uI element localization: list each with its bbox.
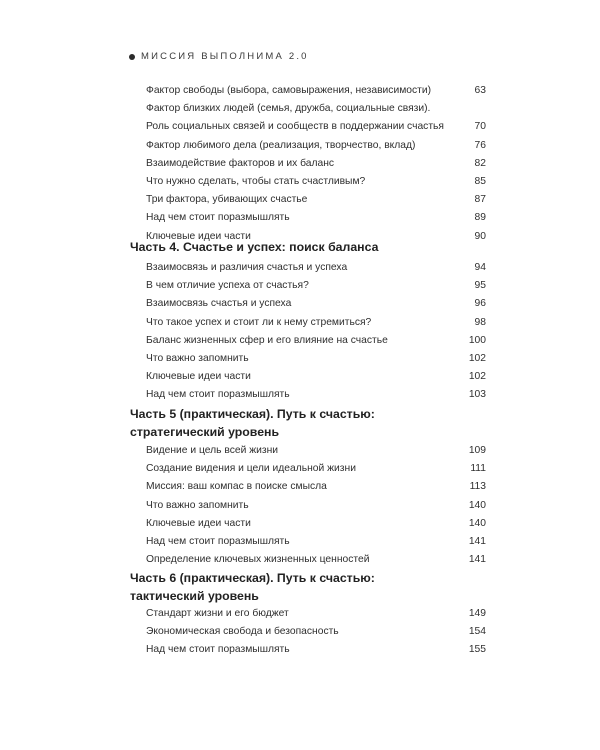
toc-entry-title: В чем отличие успеха от счастья? bbox=[146, 280, 309, 292]
toc-entry-title: Взаимосвязь счастья и успеха bbox=[146, 298, 292, 310]
toc-entry-title: Что такое успех и стоит ли к нему стремиться? bbox=[146, 316, 372, 328]
toc-entry bbox=[146, 260, 486, 276]
toc-entry-title: Фактор близких людей (семья, дружба, социальные связи). bbox=[146, 103, 431, 115]
toc-entry-page: 140 bbox=[468, 499, 486, 511]
toc-entry-page: 76 bbox=[474, 139, 486, 151]
part-title: Часть 5 (практическая). Путь к счастью: bbox=[130, 407, 375, 421]
toc-entry-page: 103 bbox=[468, 389, 486, 401]
toc-entry bbox=[146, 119, 486, 135]
toc-entry-page: 63 bbox=[474, 85, 486, 96]
toc-entry bbox=[146, 83, 486, 99]
toc-entry bbox=[146, 534, 486, 550]
toc-entry-page: 70 bbox=[474, 121, 486, 133]
toc-entry-page: 89 bbox=[474, 212, 486, 224]
toc-entry-title: Над чем стоит поразмышлять bbox=[146, 644, 290, 656]
toc-entry bbox=[146, 606, 486, 622]
toc-entry bbox=[146, 479, 486, 495]
part-title: Часть 6 (практическая). Путь к счастью: bbox=[130, 571, 375, 585]
toc-entry bbox=[146, 210, 486, 226]
toc-entry-page: 154 bbox=[468, 626, 486, 638]
toc-entry-title: Что нужно сделать, чтобы стать счастливым? bbox=[146, 176, 366, 187]
toc-entry-title: Ключевые идеи части bbox=[146, 517, 251, 529]
toc-entry bbox=[146, 296, 486, 312]
running-title: МИССИЯ ВЫПОЛНИМА 2.0 bbox=[141, 51, 309, 62]
toc-entry bbox=[146, 156, 486, 172]
toc-entry-page: 113 bbox=[469, 481, 486, 493]
toc-entry-page: 140 bbox=[468, 517, 486, 529]
toc-entry-title: Экономическая свобода и безопасность bbox=[146, 626, 339, 638]
toc-entry bbox=[146, 516, 486, 532]
toc-entry bbox=[146, 443, 486, 459]
toc-entry bbox=[146, 461, 486, 477]
toc-entry-title: Ключевые идеи части bbox=[146, 371, 251, 383]
toc-entry bbox=[146, 315, 486, 331]
toc-entry-page: 111 bbox=[470, 463, 486, 475]
toc-entry bbox=[146, 624, 486, 640]
toc-entry-page: 85 bbox=[474, 176, 486, 187]
toc-entry-page: 82 bbox=[474, 157, 486, 169]
toc-entry bbox=[146, 192, 486, 208]
toc-entry bbox=[146, 552, 486, 568]
toc-entry-title: Взаимосвязь и различия счастья и успеха bbox=[146, 262, 348, 273]
toc-entry-page: 100 bbox=[468, 334, 486, 346]
toc-entry-title: Миссия: ваш компас в поиске смысла bbox=[146, 481, 327, 493]
toc-entry-title: Три фактора, убивающих счастье bbox=[146, 194, 308, 206]
part-title: стратегический уровень bbox=[130, 425, 280, 439]
toc-entry bbox=[146, 333, 486, 349]
toc-entry-page: 98 bbox=[474, 316, 486, 328]
toc-entry-title: Над чем стоит поразмышлять bbox=[146, 536, 290, 547]
toc-entry-title: Над чем стоит поразмышлять bbox=[146, 389, 290, 401]
toc-entry-page: 149 bbox=[468, 608, 486, 619]
toc-entry bbox=[146, 351, 486, 367]
toc-entry-page: 95 bbox=[474, 280, 486, 292]
toc-entry-page: 155 bbox=[468, 644, 486, 656]
part-title: Часть 4. Счастье и успех: поиск баланса bbox=[130, 240, 379, 254]
toc-entry-page: 141 bbox=[468, 536, 486, 547]
toc-entry-title: Баланс жизненных сфер и его влияние на счастье bbox=[146, 334, 388, 346]
toc-entry-page: 94 bbox=[474, 262, 486, 273]
toc-entry-title: Над чем стоит поразмышлять bbox=[146, 212, 290, 224]
toc-entry-page: 87 bbox=[474, 194, 486, 206]
toc-entry-title: Взаимодействие факторов и их баланс bbox=[146, 157, 335, 169]
toc-entry-page: 102 bbox=[468, 353, 486, 364]
toc-entry bbox=[146, 101, 486, 117]
toc-entry-title: Ключевые идеи части bbox=[146, 230, 251, 242]
toc-entry-title: Создание видения и цели идеальной жизни bbox=[146, 463, 356, 475]
toc-entry-page: 141 bbox=[468, 554, 486, 566]
toc-entry-page: 102 bbox=[468, 371, 486, 383]
toc-entry-title: Что важно запомнить bbox=[146, 499, 249, 511]
toc-entry-title: Определение ключевых жизненных ценностей bbox=[146, 554, 370, 566]
toc-entry bbox=[146, 642, 486, 658]
toc-entry bbox=[146, 174, 486, 190]
part-title: тактический уровень bbox=[130, 589, 259, 603]
toc-entry-title: Стандарт жизни и его бюджет bbox=[146, 608, 289, 619]
running-header bbox=[129, 51, 309, 62]
toc-entry bbox=[146, 278, 486, 294]
toc-entry bbox=[146, 387, 486, 403]
bullet-dot-icon bbox=[129, 54, 135, 60]
toc-entry bbox=[146, 138, 486, 154]
toc-entry-page: 90 bbox=[474, 230, 486, 242]
toc-entry-title: Роль социальных связей и сообществ в поддержании счастья bbox=[146, 121, 444, 133]
toc-entry-page: 96 bbox=[474, 298, 486, 310]
toc-entry bbox=[146, 498, 486, 514]
toc-entry bbox=[146, 369, 486, 385]
toc-entry-title: Фактор свободы (выбора, самовыражения, независимости) bbox=[146, 85, 432, 96]
toc-entry-title: Что важно запомнить bbox=[146, 353, 249, 364]
toc-entry-page: 109 bbox=[468, 445, 486, 456]
toc-entry-title: Видение и цель всей жизни bbox=[146, 445, 279, 456]
toc-entry-title: Фактор любимого дела (реализация, творчество, вклад) bbox=[146, 139, 416, 151]
